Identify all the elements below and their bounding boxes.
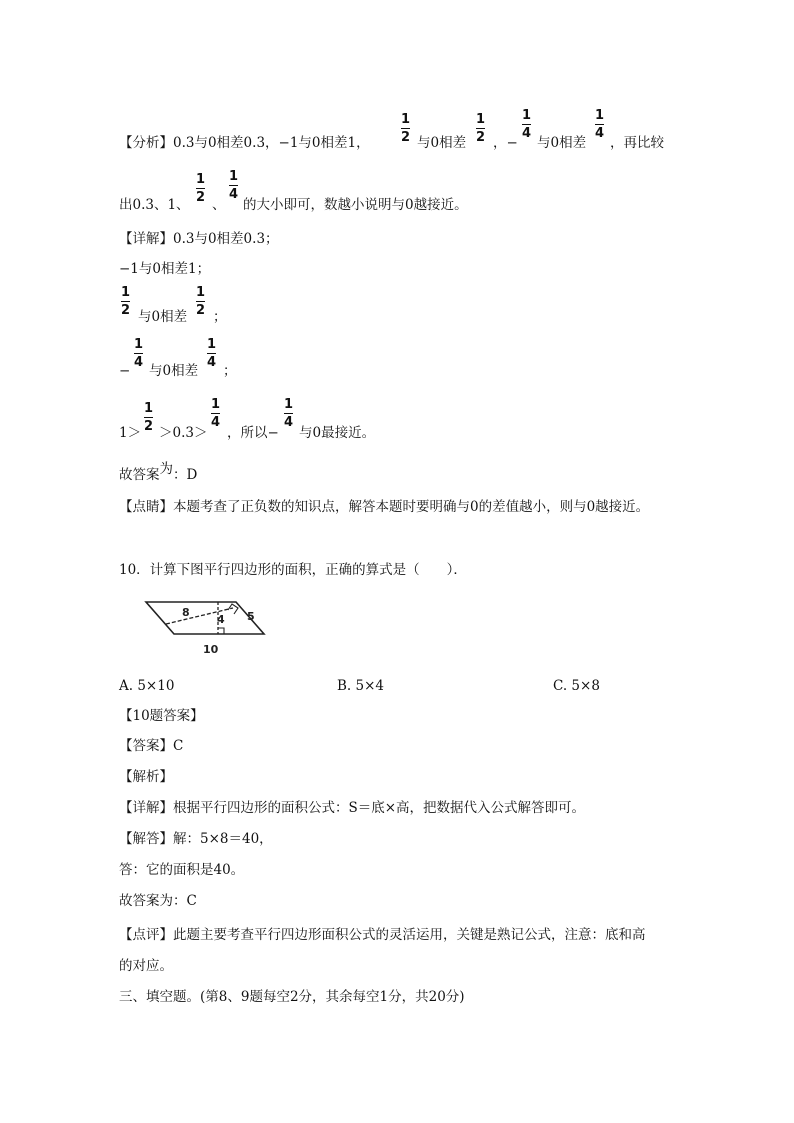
comment-line-2: 的对应。 — [119, 958, 173, 974]
fraction-quarter: 1 4 — [134, 337, 144, 371]
final-answer: 故答案为：C — [119, 893, 197, 909]
option-a: A. 5×10 — [119, 678, 175, 694]
fraction-quarter: 1 4 — [229, 169, 239, 203]
option-c: C. 5×8 — [553, 678, 600, 694]
fraction-quarter: 1 4 — [211, 397, 221, 431]
analysis-text-5: ，再比较 — [610, 135, 664, 151]
answer-header: 【10题答案】 — [119, 708, 204, 724]
detail-line-4-end: ； — [223, 363, 237, 379]
fraction-quarter: 1 4 — [595, 108, 605, 142]
fraction-half: 1 2 — [196, 172, 206, 206]
analysis-text-2: 与0相差 — [417, 135, 467, 151]
option-b: B. 5×4 — [337, 678, 384, 694]
reply-text: 答：它的面积是40。 — [119, 862, 245, 878]
fraction-half: 1 2 — [196, 285, 206, 319]
analysis-text-8: 的大小即可，数越小说明与0越接近。 — [243, 197, 468, 213]
label-5: 5 — [247, 610, 255, 623]
detail-line-5a: 1＞ — [119, 425, 142, 441]
analysis-text-1: 【分析】0.3与0相差0.3，−1与0相差1， — [119, 135, 370, 151]
detail-line-3-end: ； — [213, 309, 227, 325]
question-10: 10．计算下图平行四边形的面积，正确的算式是（ ）． — [119, 562, 467, 578]
analysis-header: 【解析】 — [119, 769, 173, 785]
analysis-text-3: ，− — [493, 135, 518, 151]
detail-line-3: 与0相差 — [138, 309, 188, 325]
analysis-text-4: 与0相差 — [537, 135, 587, 151]
detail-line-5c: ，所以− — [227, 425, 279, 441]
right-angle-mark-bottom — [218, 628, 224, 634]
fraction-quarter: 1 4 — [522, 108, 532, 142]
comment-1: 【点睛】本题考查了正负数的知识点，解答本题时要明确与0的差值越小，则与0越接近。 — [119, 499, 650, 515]
detail-line-2: −1与0相差1； — [119, 261, 211, 277]
answer-line: 故答案为：D — [119, 461, 198, 483]
detail-text: 【详解】根据平行四边形的面积公式：S＝底×高，把数据代入公式解答即可。 — [119, 800, 586, 816]
detail-line-4: 与0相差 — [149, 363, 199, 379]
section-3-title: 三、填空题。(第8、9题每空2分，其余每空1分，共20分) — [119, 989, 465, 1005]
fraction-half: 1 2 — [476, 112, 486, 146]
detail-line-4-prefix: − — [119, 363, 131, 379]
detail-line-1: 【详解】0.3与0相差0.3； — [119, 231, 279, 247]
fraction-quarter: 1 4 — [207, 337, 217, 371]
fraction-half: 1 2 — [121, 285, 131, 319]
solution-text: 【解答】解：5×8＝40， — [119, 831, 273, 847]
label-8: 8 — [182, 606, 190, 619]
detail-line-5d: 与0最接近。 — [299, 425, 376, 441]
parallelogram-figure — [140, 596, 290, 658]
detail-line-5b: ＞0.3＞ — [159, 425, 208, 441]
answer: 【答案】C — [119, 738, 184, 754]
fraction-half: 1 2 — [401, 112, 411, 146]
analysis-text-6: 出0.3、1、 — [119, 197, 190, 213]
fraction-quarter: 1 4 — [284, 397, 294, 431]
label-10: 10 — [203, 643, 219, 656]
label-4: 4 — [217, 613, 225, 626]
right-angle-mark-top — [228, 604, 238, 614]
comment-line-1: 【点评】此题主要考查平行四边形面积公式的灵活运用，关键是熟记公式，注意：底和高 — [119, 927, 646, 943]
analysis-text-7: 、 — [212, 197, 226, 213]
fraction-half: 1 2 — [144, 401, 154, 435]
